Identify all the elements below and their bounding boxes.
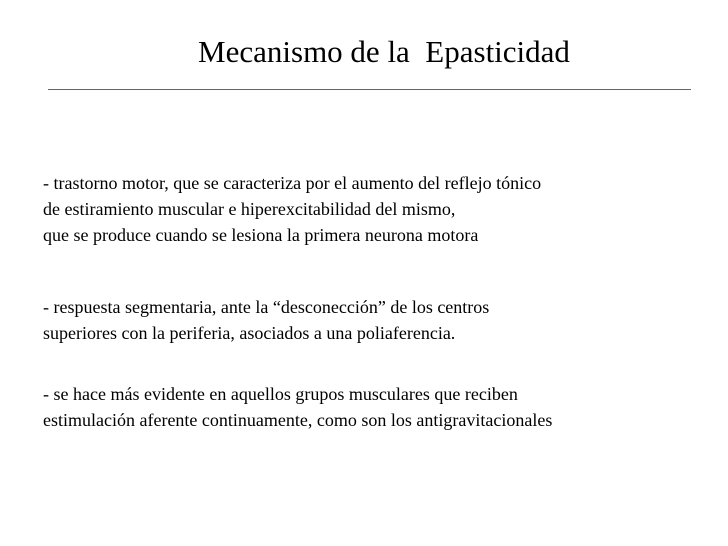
- paragraph-segmental-response: [43, 294, 489, 346]
- title-divider: [48, 89, 691, 90]
- paragraph-line: - respuesta segmentaria, ante la “desconección” de los centros: [43, 297, 490, 317]
- paragraph-line: de estiramiento muscular e hiperexcitabilidad del mismo,: [43, 199, 456, 219]
- paragraph-line: - trastorno motor, que se caracteriza por el aumento del reflejo tónico: [43, 173, 542, 193]
- paragraph-muscle-groups: [43, 381, 552, 433]
- paragraph-line: que se produce cuando se lesiona la primera neurona motora: [43, 225, 479, 245]
- paragraph-line: superiores con la periferia, asociados a una poliaferencia.: [43, 323, 456, 343]
- paragraph-line: - se hace más evidente en aquellos grupos musculares que reciben: [43, 384, 518, 404]
- slide-title: Mecanismo de la Epasticidad: [198, 34, 570, 69]
- paragraph-line: estimulación aferente continuamente, como son los antigravitacionales: [43, 410, 553, 430]
- paragraph-spasticity-definition: [43, 170, 541, 248]
